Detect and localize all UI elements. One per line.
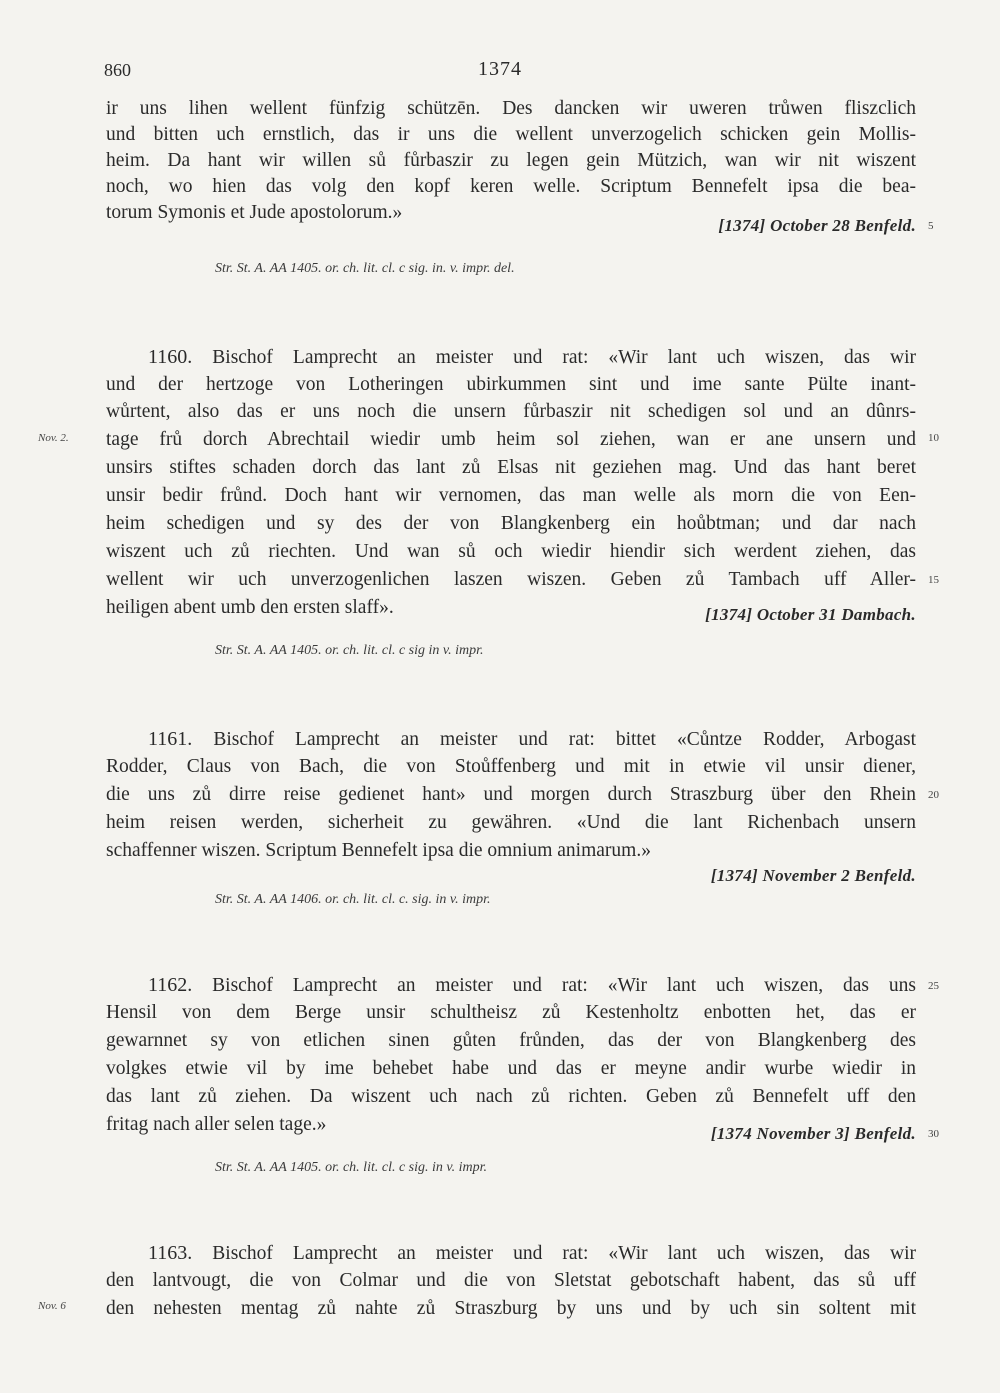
text-line: noch, wo hien das volg den kopf keren welle. Scriptum Bennefelt ipsa die bea-: [106, 176, 916, 197]
document-number: 1160.: [148, 346, 193, 368]
text-line: die uns zů dirre reise gedienet hant» und morgen durch Straszburg über den Rhein: [106, 784, 916, 805]
text-line: den lantvougt, die von Colmar und die von Sletstat gebotschaft habent, das sů uff: [106, 1270, 916, 1291]
text-line: wůrtent, also das er uns noch die unsern fůrbaszir nit schedigen sol und an dûnrs-: [106, 401, 916, 422]
text-line: das lant zů ziehen. Da wiszent uch nach zů richten. Geben zů Bennefelt uff den: [106, 1086, 916, 1107]
line-number: 5: [928, 220, 934, 232]
text-line: heim schedigen und sy des der von Blangkenberg ein hoůbtman; und dar nach: [106, 513, 916, 534]
text-line: wellent wir uch unverzogenlichen laszen wiszen. Geben zů Tambach uff Aller-: [106, 569, 916, 590]
dateline: [1374] October 28 Benfeld.: [718, 216, 916, 235]
line-number: 30: [928, 1128, 939, 1140]
document-number: 1162.: [148, 974, 193, 996]
text-segment: Bischof Lamprecht an meister und rat: «Wir lant uch wiszen, das wir: [212, 347, 917, 368]
page-number: 860: [104, 60, 131, 80]
document-number: 1163.: [148, 1242, 193, 1264]
text-line: fritag nach aller selen tage.»: [106, 1114, 327, 1135]
text-segment: Bischof Lamprecht an meister und rat: «Wir lant uch wiszen, das wir: [212, 1243, 917, 1264]
text-line-first: [148, 1240, 916, 1267]
margin-note: Nov. 6: [38, 1300, 66, 1312]
text-line: unsirs stiftes schaden dorch das lant zů Elsas nit geziehen mag. Und das hant beret: [106, 457, 916, 478]
text-segment: Bischof Lamprecht an meister und rat: «Wir lant uch wiszen, das uns: [212, 975, 916, 996]
document-number: 1161.: [148, 728, 193, 750]
line-number: 10: [928, 432, 939, 444]
text-line: heiligen abent umb den ersten slaff».: [106, 597, 394, 618]
text-line: Hensil von dem Berge unsir schultheisz zů Kestenholtz enbotten het, das er: [106, 1002, 916, 1023]
text-line-first: [148, 726, 916, 753]
dateline: [1374] November 2 Benfeld.: [710, 866, 916, 885]
source-citation: Str. St. A. AA 1405. or. ch. lit. cl. c sig. in v. impr.: [215, 1160, 487, 1175]
line-number: 25: [928, 980, 939, 992]
text-line: schaffenner wiszen. Scriptum Bennefelt ipsa die omnium animarum.»: [106, 840, 651, 861]
source-citation: Str. St. A. AA 1405. or. ch. lit. cl. c sig in v. impr.: [215, 643, 484, 658]
text-line: ir uns lihen wellent fünfzig schützēn. Des dancken wir uweren trůwen fliszclich: [106, 98, 916, 119]
dateline: [1374] October 31 Dambach.: [705, 605, 916, 624]
text-line: gewarnnet sy von etlichen sinen gůten frůnden, das der von Blangkenberg des: [106, 1030, 916, 1051]
text-line: torum Symonis et Jude apostolorum.»: [106, 202, 403, 223]
text-line: und der hertzoge von Lotheringen ubirkummen sint und ime sante Pülte inant-: [106, 374, 916, 395]
text-line: und bitten uch ernstlich, das ir uns die wellent unverzogelich schicken gein Mollis-: [106, 124, 916, 145]
text-line: volgkes etwie vil by ime behebet habe und das er meyne andir wurbe wiedir in: [106, 1058, 916, 1079]
running-head-year: 1374: [478, 58, 522, 80]
source-citation: Str. St. A. AA 1406. or. ch. lit. cl. c. sig. in v. impr.: [215, 892, 491, 907]
text-line: wiszent uch zů riechten. Und wan sů och wiedir hiendir sich werdent ziehen, das: [106, 541, 916, 562]
text-line: heim. Da hant wir willen sů fůrbaszir zu legen gein Mützich, wan wir nit wiszent: [106, 150, 916, 171]
text-line: tage frů dorch Abrechtail wiedir umb heim sol ziehen, wan er ane unsern und: [106, 429, 916, 450]
dateline: [1374 November 3] Benfeld.: [710, 1124, 916, 1143]
text-line: Rodder, Claus von Bach, die von Stoůffenberg und mit in etwie vil unsir diener,: [106, 756, 916, 777]
text-line-first: [148, 344, 916, 371]
text-line: den nehesten mentag zů nahte zů Straszburg by uns und by uch sin soltent mit: [106, 1298, 916, 1319]
text-line: heim reisen werden, sicherheit zu gewähren. «Und die lant Richenbach unsern: [106, 812, 916, 833]
line-number: 15: [928, 574, 939, 586]
text-line-first: [148, 972, 916, 999]
text-segment: Bischof Lamprecht an meister und rat: bittet «Cůntze Rodder, Arbogast: [213, 729, 916, 750]
source-citation: Str. St. A. AA 1405. or. ch. lit. cl. c sig. in. v. impr. del.: [215, 261, 515, 276]
line-number: 20: [928, 789, 939, 801]
margin-note: Nov. 2.: [38, 432, 69, 444]
text-line: unsir bedir frůnd. Doch hant wir vernomen, das man welle als morn die von Een-: [106, 485, 916, 506]
